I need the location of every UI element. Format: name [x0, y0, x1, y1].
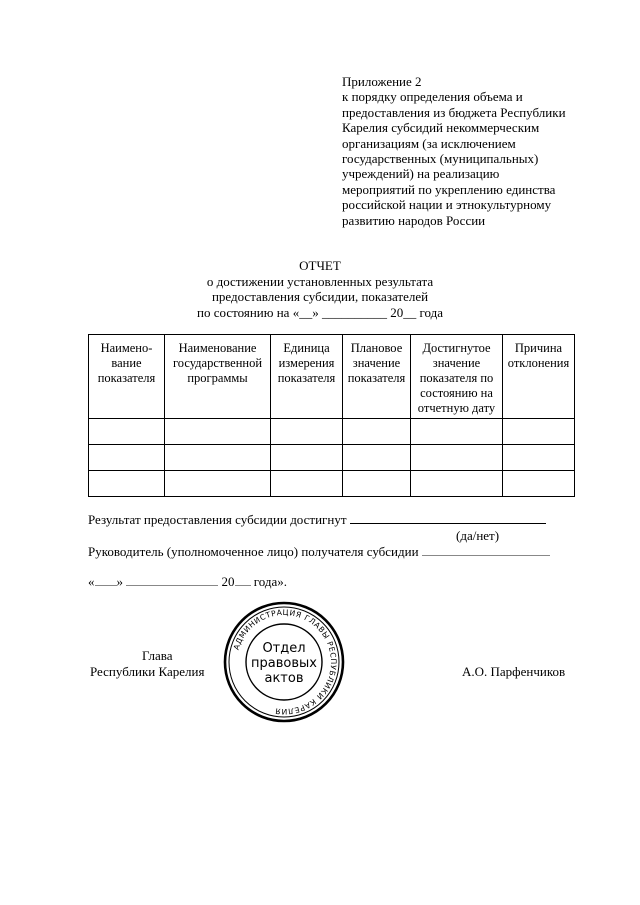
report-subtitle-line: предоставления субсидии, показателей — [211, 289, 429, 304]
header-text: Наимено- вание показателя — [97, 341, 156, 385]
report-title — [0, 258, 640, 320]
appendix-note — [342, 74, 582, 228]
report-table — [88, 334, 575, 497]
result-blank-field[interactable] — [350, 523, 546, 524]
signatory-title — [90, 648, 204, 680]
appendix-line: развитию народов России — [342, 212, 486, 228]
table-cell[interactable] — [271, 419, 343, 445]
header-text: Наименование государственной программы — [172, 341, 263, 385]
appendix-line: Карелия субсидий некоммерческим — [342, 120, 540, 136]
table-cell[interactable] — [89, 445, 165, 471]
column-header-achieved-value — [411, 335, 503, 419]
result-line — [88, 512, 546, 528]
table-row — [89, 445, 575, 471]
report-subtitle-line: о достижении установленных результата — [206, 273, 434, 289]
table-row — [89, 471, 575, 497]
date-year-field[interactable] — [235, 585, 251, 586]
date-close-quote: » — [116, 574, 123, 589]
report-heading: ОТЧЕТ — [299, 258, 341, 273]
table-cell[interactable] — [89, 471, 165, 497]
stamp-ring-text: АДМИНИСТРАЦИЯ ГЛАВЫ РЕСПУБЛИКИ КАРЕЛИЯ — [231, 607, 339, 717]
signatory-title-line: Глава — [142, 648, 173, 663]
table-cell[interactable] — [89, 419, 165, 445]
stamp-center-line: правовых — [251, 656, 317, 671]
head-label: Руководитель (уполномоченное лицо) получателя субсидии — [88, 544, 419, 559]
table-cell[interactable] — [411, 419, 503, 445]
header-text: Достигнутое значение показателя по состоянию на отчетную дату — [417, 341, 496, 415]
date-line — [88, 574, 287, 590]
table-cell[interactable] — [503, 471, 575, 497]
column-header-program-name — [165, 335, 271, 419]
date-open-quote: « — [88, 574, 95, 589]
appendix-line: предоставления из бюджета Республики — [342, 104, 566, 120]
column-header-indicator-name — [89, 335, 165, 419]
stamp-center-line: Отдел — [262, 641, 306, 656]
result-label: Результат предоставления субсидии достигнут — [88, 512, 347, 527]
appendix-line: к порядку определения объема и — [342, 89, 523, 105]
table-cell[interactable] — [343, 471, 411, 497]
appendix-line: организациям (за исключением — [342, 135, 516, 151]
table-cell[interactable] — [271, 471, 343, 497]
result-hint: (да/нет) — [456, 528, 500, 543]
date-suffix: года». — [253, 574, 288, 589]
table-cell[interactable] — [503, 445, 575, 471]
header-text: Причина отклонения — [507, 341, 570, 370]
table-cell[interactable] — [411, 471, 503, 497]
report-date-line: по состоянию на «__» __________ 20__ года — [197, 304, 443, 320]
table-cell[interactable] — [165, 471, 271, 497]
date-month-field[interactable] — [126, 585, 218, 586]
head-line — [88, 544, 550, 560]
table-cell[interactable] — [165, 419, 271, 445]
appendix-line: учреждений) на реализацию — [342, 166, 500, 182]
date-year-prefix: 20 — [221, 574, 235, 589]
table-cell[interactable] — [343, 445, 411, 471]
header-text: Плановое значение показателя — [347, 341, 406, 385]
appendix-line: государственных (муниципальных) — [342, 151, 539, 167]
table-row — [89, 419, 575, 445]
signatory-title-line: Республики Карелия — [90, 664, 205, 679]
signatory-name: А.О. Парфенчиков — [462, 664, 566, 679]
column-header-unit — [271, 335, 343, 419]
stamp-center-line: актов — [264, 671, 304, 686]
appendix-line: Приложение 2 — [342, 74, 422, 89]
date-day-field[interactable] — [95, 585, 117, 586]
table-cell[interactable] — [343, 419, 411, 445]
official-stamp — [222, 600, 346, 724]
table-cell[interactable] — [165, 445, 271, 471]
table-cell[interactable] — [503, 419, 575, 445]
head-signature-field[interactable] — [422, 555, 550, 556]
appendix-line: мероприятий по укреплению единства — [342, 181, 556, 197]
table-header-row — [89, 335, 575, 419]
column-header-planned-value — [343, 335, 411, 419]
table-cell[interactable] — [271, 445, 343, 471]
table-cell[interactable] — [411, 445, 503, 471]
column-header-deviation-reason — [503, 335, 575, 419]
header-text: Единица измерения показателя — [277, 341, 336, 385]
appendix-line: российской нации и этнокультурному — [342, 197, 552, 213]
